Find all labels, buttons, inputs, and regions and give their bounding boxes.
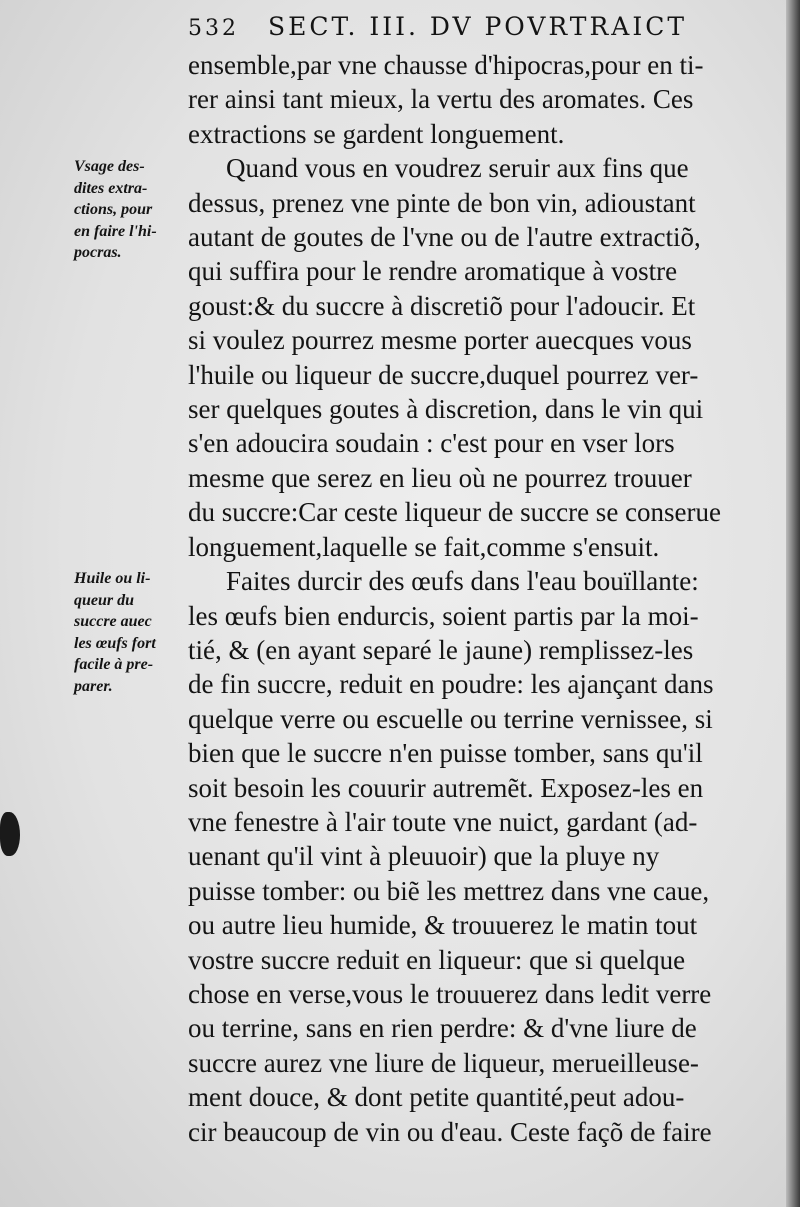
text-line: longuement,laquelle se fait,comme s'ensuit. (188, 531, 660, 562)
margin-note-sugar-oil (74, 568, 192, 697)
text-line: autant de goutes de l'vne ou de l'autre extractiõ, (188, 222, 701, 253)
margin-note-line: facile à pre- (74, 656, 154, 673)
text-line: ensemble,par vne chausse d'hipocras,pour en ti- (188, 50, 704, 80)
text-line: tié, & (en ayant separé le jaune) remplissez-les (188, 634, 694, 665)
margin-note-line: pocras. (74, 244, 122, 261)
running-header (188, 12, 748, 52)
margin-note-line: parer. (74, 677, 113, 695)
text-line: si voulez pourrez mesme porter auecques vous (188, 325, 692, 356)
margin-note-line: queur du (74, 591, 135, 609)
margin-note-line: en faire l'hi- (74, 222, 157, 240)
ink-blot (0, 812, 20, 856)
margin-note-line: succre auec (74, 613, 152, 630)
text-line: vne fenestre à l'air toute vne nuict, gardant (ad- (188, 806, 698, 837)
text-line: succre aurez vne liure de liqueur, merueilleuse- (188, 1047, 699, 1078)
text-line: ment douce, & dont petite quantité,peut adou- (188, 1082, 685, 1113)
text-line: cir beaucoup de vin ou d'eau. Ceste façõ de faire (188, 1116, 712, 1147)
text-line: extractions se gardent longuement. (188, 118, 565, 149)
text-line: puisse tomber: ou biẽ les mettrez dans vne caue, (188, 875, 710, 906)
margin-note-usage (74, 156, 192, 264)
text-line: du succre:Car ceste liqueur de succre se conserue (188, 497, 721, 528)
margin-note-line: les œufs fort (74, 634, 156, 652)
text-line: les œufs bien endurcis, soient partis par la moi- (188, 600, 699, 631)
margin-note-line: Vsage des- (74, 158, 145, 175)
margin-note-line: ctions, pour (74, 201, 153, 218)
page-gutter-shadow (786, 0, 800, 1207)
text-line: vostre succre reduit en liqueur: que si quelque (188, 944, 686, 975)
margin-note-line: Huile ou li- (74, 570, 151, 587)
text-line: l'huile ou liqueur de succre,duquel pourrez ver- (188, 359, 699, 390)
text-line: chose en verse,vous le trouuerez dans ledit verre (188, 978, 712, 1009)
text-line: bien que le succre n'en puisse tomber, sans qu'il (188, 738, 703, 769)
text-line: ou terrine, sans en rien perdre: & d'vne liure de (188, 1013, 697, 1044)
text-line: mesme que serez en lieu où ne pourrez trouuer (188, 462, 692, 493)
text-line: ou autre lieu humide, & trouuerez le matin tout (188, 910, 698, 941)
section-title: SECT. III. DV POVRTRAICT (267, 12, 688, 41)
text-line: Faites durcir des œufs dans l'eau bouïllante: (226, 566, 699, 597)
text-line: Quand vous en voudrez seruir aux fins que (226, 153, 689, 184)
page-number: 532 (188, 16, 239, 41)
text-line: qui suffira pour le rendre aromatique à vostre (188, 256, 678, 287)
body-text (188, 48, 766, 1149)
text-line: de fin succre, reduit en poudre: les ajançant dans (188, 669, 714, 700)
margin-note-line: dites extra- (74, 179, 148, 197)
text-line: goust:& du succre à discretiõ pour l'adoucir. Et (188, 290, 696, 321)
text-line: quelque verre ou escuelle ou terrine vernissee, si (188, 703, 713, 734)
text-line: soit besoin les couurir autremẽt. Exposez-les en (188, 772, 704, 803)
text-line: uenant qu'il vint à pleuuoir) que la pluye ny (188, 841, 660, 872)
text-line: ser quelques goutes à discretion, dans le vin qui (188, 394, 704, 425)
text-line: dessus, prenez vne pinte de bon vin, adioustant (188, 187, 696, 218)
text-line: s'en adoucira soudain : c'est pour en vser lors (188, 428, 675, 459)
text-line: rer ainsi tant mieux, la vertu des aromates. Ces (188, 84, 694, 115)
